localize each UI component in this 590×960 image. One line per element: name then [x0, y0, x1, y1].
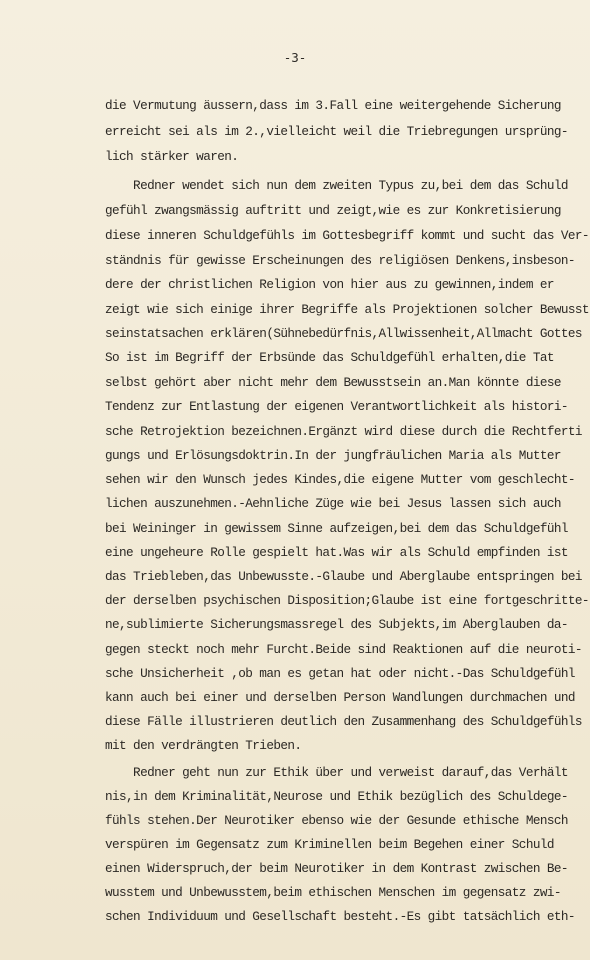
text-line: dere der christlichen Religion von hier aus zu gewinnen,indem er: [105, 277, 554, 292]
text-line: So ist im Begriff der Erbsünde das Schuldgefühl erhalten,die Tat: [105, 350, 554, 365]
text-line: einen Widerspruch,der beim Neurotiker in dem Kontrast zwischen Be-: [105, 861, 568, 876]
text-line: seinstatsachen erklären(Sühnebedürfnis,Allwissenheit,Allmacht Gottes: [105, 326, 582, 341]
text-line: wusstem und Unbewusstem,beim ethischen Menschen im gegensatz zwi-: [105, 885, 561, 900]
text-line: selbst gehört aber nicht mehr dem Bewusstsein an.Man könnte diese: [105, 375, 561, 390]
text-line: gegen steckt noch mehr Furcht.Beide sind Reaktionen auf die neuroti-: [105, 642, 582, 657]
text-line: der derselben psychischen Disposition;Glaube ist eine fortgeschritte-: [105, 593, 589, 608]
text-line: ständnis für gewisse Erscheinungen des religiösen Denkens,insbeson-: [105, 253, 575, 268]
text-line: lichen auszunehmen.-Aehnliche Züge wie bei Jesus lassen sich auch: [105, 496, 561, 511]
text-line: nis,in dem Kriminalität,Neurose und Ethik bezüglich des Schuldege-: [105, 789, 568, 804]
text-line: Redner wendet sich nun dem zweiten Typus zu,bei dem das Schuld: [105, 178, 568, 193]
text-line: mit den verdrängten Trieben.: [105, 738, 302, 753]
text-line: lich stärker waren.: [105, 149, 239, 164]
text-line: gungs und Erlösungsdoktrin.In der jungfräulichen Maria als Mutter: [105, 448, 561, 463]
text-line: die Vermutung äussern,dass im 3.Fall eine weitergehende Sicherung: [105, 98, 561, 113]
text-line: sehen wir den Wunsch jedes Kindes,die eigene Mutter vom geschlecht-: [105, 472, 575, 487]
text-line: Redner geht nun zur Ethik über und verweist darauf,das Verhält: [105, 765, 568, 780]
text-line: sche Unsicherheit ,ob man es getan hat oder nicht.-Das Schuldgefühl: [105, 666, 575, 681]
text-line: fühls stehen.Der Neurotiker ebenso wie der Gesunde ethische Mensch: [105, 813, 568, 828]
text-line: verspüren im Gegensatz zum Kriminellen beim Begehen einer Schuld: [105, 837, 554, 852]
text-line: zeigt wie sich einige ihrer Begriffe als Projektionen solcher Bewusst: [105, 302, 589, 317]
text-line: schen Individuum und Gesellschaft besteht.-Es gibt tatsächlich eth-: [105, 909, 575, 924]
text-line: das Triebleben,das Unbewusste.-Glaube und Aberglaube entspringen bei: [105, 569, 582, 584]
text-line: ne,sublimierte Sicherungsmassregel des Subjekts,im Aberglauben da-: [105, 617, 568, 632]
page-number: -3-: [283, 50, 307, 65]
text-line: diese Fälle illustrieren deutlich den Zusammenhang des Schuldgefühls: [105, 714, 582, 729]
text-line: Tendenz zur Entlastung der eigenen Verantwortlichkeit als histori-: [105, 399, 568, 414]
text-line: erreicht sei als im 2.,vielleicht weil die Triebregungen ursprüng-: [105, 124, 568, 139]
text-line: eine ungeheure Rolle gespielt hat.Was wir als Schuld empfinden ist: [105, 545, 568, 560]
text-line: sche Retrojektion bezeichnen.Ergänzt wird diese durch die Rechtferti: [105, 424, 582, 439]
text-line: bei Weininger in gewissem Sinne aufzeigen,bei dem das Schuldgefühl: [105, 521, 568, 536]
text-line: gefühl zwangsmässig auftritt und zeigt,wie es zur Konkretisierung: [105, 203, 561, 218]
text-line: diese inneren Schuldgefühls im Gottesbegriff kommt und sucht das Ver-: [105, 228, 589, 243]
text-line: kann auch bei einer und derselben Person Wandlungen durchmachen und: [105, 690, 575, 705]
